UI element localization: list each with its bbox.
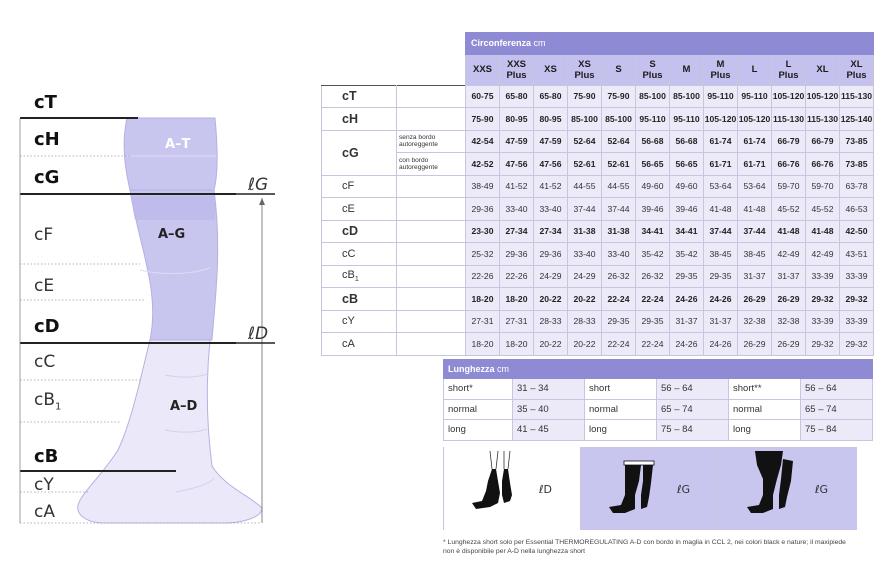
table-cell: 125-140 [840,108,874,131]
table-cell: 56 – 64 [657,379,729,400]
table-row [322,198,874,221]
row-sublabel [397,175,466,198]
table-cell: 95-110 [636,108,670,131]
table-cell: 32-38 [738,310,772,333]
table-cell: normal [585,399,657,420]
level-label-cb1: $cB_1$ [34,390,62,413]
table-cell: 24-29 [534,265,568,288]
length-illustration-label: ℓG [677,483,691,496]
size-header: XS Plus [568,54,602,85]
table-cell: 85-100 [568,108,602,131]
table-cell: 28-33 [568,310,602,333]
table-row [444,399,873,420]
table-cell: 41-52 [500,175,534,198]
size-header: XXS [466,54,500,85]
table-cell: 34-41 [670,220,704,243]
length-label-lg: ℓG [248,175,269,195]
table-cell: 53-64 [704,175,738,198]
table-cell: 27-31 [466,310,500,333]
row-sublabel [397,220,466,243]
row-label: cC [322,243,397,266]
row-sublabel [397,310,466,333]
length-header: Lunghezza cm [444,360,873,379]
table-cell: 56-68 [670,130,704,153]
table-cell: 65 – 74 [657,399,729,420]
size-header: XL [806,54,840,85]
table-cell: 39-46 [670,198,704,221]
table-cell: 61-71 [704,153,738,176]
table-cell: 42-52 [466,153,500,176]
table-cell: 115-130 [772,108,806,131]
table-cell: 75-90 [602,85,636,108]
lower-leg-shape [78,340,262,523]
table-cell: 37-44 [602,198,636,221]
row-sublabel [397,85,466,108]
level-label-cc: cC [34,352,56,372]
table-cell: 75 – 84 [801,420,873,441]
table-cell: 66-79 [772,130,806,153]
table-cell: 33-39 [806,265,840,288]
table-cell: 38-45 [738,243,772,266]
row-label: cB [322,288,397,311]
table-row [322,243,874,266]
size-header: S [602,54,636,85]
table-cell: 22-24 [636,333,670,356]
table-cell: 41-52 [534,175,568,198]
table-cell: 38-49 [466,175,500,198]
row-sublabel [397,198,466,221]
table-cell: 20-22 [534,333,568,356]
table-cell: 20-22 [534,288,568,311]
table-cell: 41-48 [772,220,806,243]
table-cell: 41-48 [738,198,772,221]
row-label: cA [322,333,397,356]
level-label-cf: cF [34,225,54,245]
table-cell: 31-38 [602,220,636,243]
table-cell: 31-37 [704,310,738,333]
table-cell: 47-59 [534,130,568,153]
table-row [444,420,873,441]
table-cell: 65-80 [500,85,534,108]
table-cell: 29-32 [840,333,874,356]
level-label-cy: cY [34,475,54,495]
table-cell: 47-56 [534,153,568,176]
table-cell: 38-45 [704,243,738,266]
table-cell: 32-38 [772,310,806,333]
table-cell: 25-32 [466,243,500,266]
table-cell: 73-85 [840,153,874,176]
table-row [322,220,874,243]
table-cell: 59-70 [772,175,806,198]
table-cell: 56-65 [636,153,670,176]
length-illustration [580,447,719,530]
table-row [322,310,874,333]
zone-label-at: A–T [165,137,191,152]
table-cell: 20-22 [568,333,602,356]
table-cell: 105-120 [772,85,806,108]
level-label-cb: cB [34,446,59,467]
table-row [322,333,874,356]
row-sublabel: con bordo autoreggente [397,153,466,176]
table-cell: 42-54 [466,130,500,153]
table-cell: 115-130 [806,108,840,131]
table-cell: 46-53 [840,198,874,221]
table-cell: 44-55 [602,175,636,198]
table-cell: 29-32 [806,333,840,356]
table-cell: 26-29 [738,333,772,356]
size-header: L Plus [772,54,806,85]
row-label: cG [322,130,397,175]
table-cell: 75-90 [466,108,500,131]
table-cell: 22-24 [602,333,636,356]
level-label-ce: cE [34,276,55,296]
table-cell: 45-52 [806,198,840,221]
table-cell: 37-44 [568,198,602,221]
table-cell: 22-26 [500,265,534,288]
row-label: cD [322,220,397,243]
table-cell: short** [729,379,801,400]
size-header: M Plus [704,54,738,85]
row-sublabel [397,108,466,131]
table-cell: 41 – 45 [513,420,585,441]
table-cell: 115-130 [840,85,874,108]
table-cell: 49-60 [670,175,704,198]
table-cell: 47-59 [500,130,534,153]
table-cell: 95-110 [704,85,738,108]
level-label-ca: cA [34,502,55,522]
table-cell: 44-55 [568,175,602,198]
table-cell: 42-50 [840,220,874,243]
table-cell: 27-34 [500,220,534,243]
table-cell: 35-42 [670,243,704,266]
table-cell: 29-36 [534,243,568,266]
table-cell: 29-36 [466,198,500,221]
table-cell: 37-44 [704,220,738,243]
table-cell: 61-74 [738,130,772,153]
row-sublabel [397,288,466,311]
level-label-cd: cD [34,316,60,337]
table-cell: 80-95 [534,108,568,131]
table-cell: 29-35 [636,310,670,333]
table-cell: 41-48 [806,220,840,243]
table-row [322,85,874,108]
table-cell: 49-60 [636,175,670,198]
table-cell: 31 – 34 [513,379,585,400]
table-cell: 27-31 [500,310,534,333]
size-header: M [670,54,704,85]
table-row [322,153,874,176]
length-illustrations [443,447,856,530]
table-cell: 24-26 [704,333,738,356]
zone-label-ag: A–G [158,227,186,242]
table-cell: 20-22 [568,288,602,311]
table-cell: 18-20 [466,288,500,311]
table-cell: 41-48 [704,198,738,221]
table-cell: 43-51 [840,243,874,266]
table-cell: 61-71 [738,153,772,176]
table-cell: 65 – 74 [801,399,873,420]
table-cell: 105-120 [806,85,840,108]
table-cell: 24-26 [704,288,738,311]
row-label: cF [322,175,397,198]
hip-shape [124,118,217,190]
table-cell: 80-95 [500,108,534,131]
table-cell: 26-29 [772,288,806,311]
table-cell: 33-40 [534,198,568,221]
table-cell: 75 – 84 [657,420,729,441]
table-cell: 31-37 [670,310,704,333]
table-cell: 35-42 [636,243,670,266]
table-cell: 22-26 [466,265,500,288]
table-cell: 29-35 [704,265,738,288]
table-cell: long [585,420,657,441]
table-cell: short* [444,379,513,400]
table-cell: 73-85 [840,130,874,153]
table-cell: 18-20 [500,333,534,356]
table-cell: 24-26 [670,333,704,356]
level-label-cg: cG [34,167,60,188]
table-cell: 52-64 [568,130,602,153]
table-cell: 27-34 [534,220,568,243]
row-sublabel [397,243,466,266]
leg-diagram [0,0,320,567]
table-cell: 53-64 [738,175,772,198]
row-label: cT [322,85,397,108]
table-cell: 31-38 [568,220,602,243]
table-cell: long [444,420,513,441]
table-cell: normal [729,399,801,420]
table-cell: 56-68 [636,130,670,153]
table-cell: 24-26 [670,288,704,311]
circumference-header: Circonferenza cm [466,33,874,55]
length-table [443,359,873,441]
table-cell: 26-32 [602,265,636,288]
row-sublabel: senza bordo autoreggente [397,130,466,153]
table-cell: 95-110 [738,85,772,108]
table-cell: 105-120 [704,108,738,131]
circumference-table [321,32,874,356]
table-cell: 42-49 [806,243,840,266]
size-header: S Plus [636,54,670,85]
table-row [322,130,874,153]
table-cell: 31-37 [738,265,772,288]
table-cell: 18-20 [500,288,534,311]
table-cell: 29-32 [840,288,874,311]
table-cell: 33-40 [500,198,534,221]
table-cell: normal [444,399,513,420]
table-cell: 66-79 [806,130,840,153]
length-label-ld: ℓD [248,324,269,344]
size-header: XL Plus [840,54,874,85]
row-sublabel [397,265,466,288]
size-header: XXS Plus [500,54,534,85]
table-cell: 85-100 [636,85,670,108]
length-illustration [443,447,581,530]
length-illustration [718,447,857,530]
table-cell: 33-39 [840,310,874,333]
row-label: cH [322,108,397,131]
table-cell: 33-39 [840,265,874,288]
table-cell: 26-32 [636,265,670,288]
table-row [322,175,874,198]
table-cell: 23-30 [466,220,500,243]
table-cell: 34-41 [636,220,670,243]
table-row [444,379,873,400]
length-illustration-label: ℓD [539,483,553,496]
table-cell: 29-35 [670,265,704,288]
table-cell: 52-61 [602,153,636,176]
size-header: L [738,54,772,85]
table-cell: 33-40 [568,243,602,266]
table-cell: 37-44 [738,220,772,243]
table-cell: 66-76 [772,153,806,176]
table-cell: 22-24 [602,288,636,311]
table-cell: 52-64 [602,130,636,153]
row-label: cE [322,198,397,221]
table-cell: long [729,420,801,441]
table-cell: 33-40 [602,243,636,266]
table-cell: 18-20 [466,333,500,356]
table-cell: 105-120 [738,108,772,131]
table-cell: 65-80 [534,85,568,108]
size-header: XS [534,54,568,85]
table-cell: 63-78 [840,175,874,198]
row-label: cY [322,310,397,333]
table-cell: 75-90 [568,85,602,108]
table-cell: 28-33 [534,310,568,333]
table-cell: 29-36 [500,243,534,266]
table-cell: 29-32 [806,288,840,311]
table-cell: 61-74 [704,130,738,153]
table-cell: 56 – 64 [801,379,873,400]
length-illustration-label: ℓG [815,483,829,496]
table-cell: 85-100 [670,85,704,108]
table-cell: 52-61 [568,153,602,176]
row-sublabel [397,333,466,356]
table-cell: 35 – 40 [513,399,585,420]
table-cell: 85-100 [602,108,636,131]
level-label-ct: cT [34,92,57,113]
footnote: * Lunghezza short solo per Essential THERMOREGULATING A-D con bordo in maglia in CCL 2, nei colori black e nature; il maxipiede non è disponibile per A-D nella lunghezza short [443,539,846,555]
table-cell: 59-70 [806,175,840,198]
table-row [322,265,874,288]
table-cell: 47-56 [500,153,534,176]
table-cell: 33-39 [806,310,840,333]
table-cell: 45-52 [772,198,806,221]
table-cell: 24-29 [568,265,602,288]
table-cell: 39-46 [636,198,670,221]
zone-label-ad: A–D [170,399,198,414]
thigh-top-band [132,196,216,220]
table-cell: 22-24 [636,288,670,311]
table-cell: 26-29 [738,288,772,311]
table-cell: 31-37 [772,265,806,288]
level-label-ch: cH [34,129,60,150]
table-cell: 42-49 [772,243,806,266]
table-cell: 95-110 [670,108,704,131]
table-row [322,108,874,131]
table-row [322,288,874,311]
table-cell: 66-76 [806,153,840,176]
row-label: $cB_1$ [322,265,397,288]
table-cell: 26-29 [772,333,806,356]
table-cell: 56-65 [670,153,704,176]
table-cell: 60-75 [466,85,500,108]
table-cell: 29-35 [602,310,636,333]
table-cell: short [585,379,657,400]
